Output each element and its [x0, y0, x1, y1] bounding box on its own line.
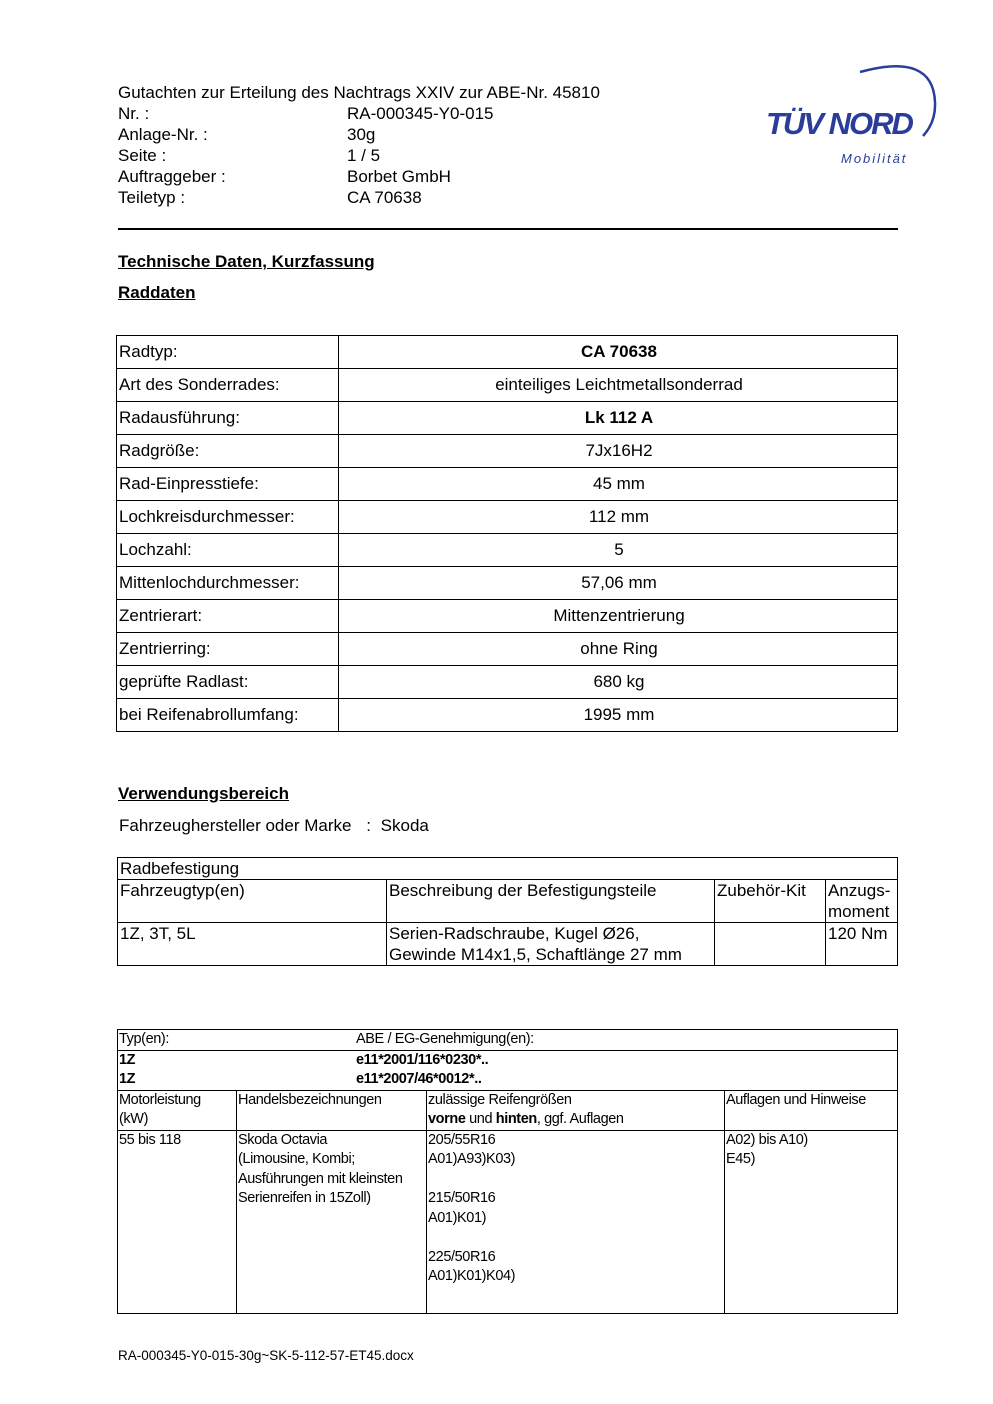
header-label: Teiletyp : [118, 188, 186, 207]
abe-header: ABE / EG-Genehmigung(en): [356, 1031, 534, 1047]
table-row [118, 923, 898, 966]
tyres-rear-label: hinten [495, 1111, 537, 1127]
col-header-power [118, 1090, 237, 1130]
wheel-data-value: 7Jx16H2 [339, 435, 898, 468]
table-row [117, 369, 898, 402]
approval-number: e11*2007/46*0012*.. [356, 1071, 482, 1087]
wheel-data-value: 5 [339, 534, 898, 567]
header-value: RA-000345-Y0-015 [347, 104, 494, 123]
footer-filename: RA-000345-Y0-015-30g~SK-5-112-57-ET45.docx [118, 1348, 414, 1363]
table-row [117, 666, 898, 699]
wheel-data-value: CA 70638 [339, 336, 898, 369]
wheel-data-label: geprüfte Radlast: [117, 666, 339, 699]
mounting-kit [715, 923, 826, 966]
note-line: A02) bis A10) [726, 1131, 808, 1148]
tyre-line [428, 1170, 723, 1190]
tyre-line: A01)K01)K04) [428, 1268, 516, 1284]
trade-line: Serienreifen in 15Zoll) [238, 1190, 371, 1206]
tyres-conditions-label: , ggf. Auflagen [536, 1111, 624, 1127]
header-value: Borbet GmbH [347, 167, 451, 186]
tyre-line: A01)K01) [428, 1209, 487, 1226]
table-row [117, 468, 898, 501]
table-header-row [118, 1030, 898, 1051]
approval-type-row [119, 1070, 896, 1090]
wheel-data-table [116, 335, 898, 732]
table-row [117, 600, 898, 633]
approval-table [117, 1029, 898, 1314]
note-line: E45) [726, 1151, 756, 1167]
col-header-trade: Handelsbezeichnungen [237, 1090, 427, 1130]
type-header: Typ(en): [119, 1031, 169, 1047]
approval-type-row [119, 1051, 896, 1071]
manufacturer-label: Fahrzeughersteller oder Marke [119, 816, 352, 835]
col-header-description: Beschreibung der Befestigungsteile [387, 880, 715, 923]
wheel-data-value: 57,06 mm [339, 567, 898, 600]
table-header-row [118, 880, 898, 923]
wheel-data-value: 1995 mm [339, 699, 898, 732]
col-header-tyres-line2 [428, 1110, 723, 1130]
section-title-technical: Technische Daten, Kurzfassung [118, 252, 375, 271]
header-row-teiletyp [118, 187, 647, 208]
col-header-tyres-line1: zulässige Reifengrößen [428, 1091, 572, 1108]
header-fields [118, 103, 647, 208]
wheel-data-value: ohne Ring [339, 633, 898, 666]
wheel-data-label: Lochzahl: [117, 534, 339, 567]
approval-types-cell [118, 1050, 898, 1090]
tyres-and-label: und [465, 1111, 496, 1127]
col-header-torque-line2: moment [828, 902, 890, 921]
approval-number: e11*2001/116*0230*.. [356, 1051, 489, 1068]
mounting-description-line1: Serien-Radschraube, Kugel Ø26, [389, 924, 640, 943]
tyre-line: 215/50R16 [428, 1190, 496, 1206]
table-row [117, 534, 898, 567]
table-row [117, 336, 898, 369]
section-title-verwendung: Verwendungsbereich [118, 784, 289, 803]
table-row [117, 435, 898, 468]
approval-notes [725, 1130, 898, 1313]
header-label: Anlage-Nr. : [118, 125, 208, 144]
tuv-nord-logo [765, 58, 940, 173]
approval-type-header [119, 1030, 896, 1050]
wheel-data-value: 112 mm [339, 501, 898, 534]
tyre-line: 225/50R16 [428, 1248, 496, 1265]
approval-tyres [427, 1130, 725, 1313]
table-header-row [118, 1090, 898, 1130]
tyres-front-label: vorne [428, 1111, 466, 1127]
table-row [118, 858, 898, 880]
header-value: 30g [347, 125, 376, 144]
wheel-data-label: Rad-Einpresstiefe: [117, 468, 339, 501]
manufacturer-line [119, 816, 429, 836]
tyre-line [428, 1228, 723, 1248]
col-header-torque-line1: Anzugs- [828, 881, 891, 900]
wheel-data-value: Mittenzentrierung [339, 600, 898, 633]
mounting-table [117, 857, 898, 966]
approval-type: 1Z [119, 1071, 136, 1087]
col-header-kit: Zubehör-Kit [715, 880, 826, 923]
col-header-power-line1: Motorleistung [119, 1091, 201, 1108]
table-row [118, 1130, 898, 1313]
header-divider [118, 228, 898, 230]
wheel-data-label: Zentrierart: [117, 600, 339, 633]
header-row-anlage [118, 124, 647, 145]
wheel-data-value: einteiliges Leichtmetallsonderrad [339, 369, 898, 402]
col-header-tyres [427, 1090, 725, 1130]
trade-line: Ausführungen mit kleinsten [238, 1170, 403, 1187]
col-header-types: Fahrzeugtyp(en) [118, 880, 387, 923]
wheel-data-value: Lk 112 A [339, 402, 898, 435]
wheel-data-label: bei Reifenabrollumfang: [117, 699, 339, 732]
mounting-description [387, 923, 715, 966]
manufacturer-value: Skoda [380, 816, 429, 835]
logo-subtitle: Mobilität [841, 151, 908, 166]
tyre-line: 205/55R16 [428, 1131, 496, 1148]
header-row-seite [118, 145, 647, 166]
wheel-data-value: 45 mm [339, 468, 898, 501]
approval-type-header-cell [118, 1030, 898, 1051]
mounting-title: Radbefestigung [118, 858, 898, 880]
approval-power: 55 bis 118 [118, 1130, 237, 1313]
col-header-torque [826, 880, 898, 923]
trade-line: (Limousine, Kombi; [238, 1151, 355, 1167]
header-value: CA 70638 [347, 188, 422, 207]
logo-wordmark: TÜV NORD [766, 106, 912, 141]
header-label: Seite : [118, 146, 167, 165]
mounting-torque: 120 Nm [826, 923, 898, 966]
mounting-description-line2: Gewinde M14x1,5, Schaftlänge 27 mm [389, 945, 682, 964]
tyre-line: A01)A93)K03) [428, 1151, 516, 1167]
table-row [117, 699, 898, 732]
header-value: 1 / 5 [347, 146, 381, 165]
wheel-data-label: Zentrierring: [117, 633, 339, 666]
header-row-auftraggeber [118, 166, 647, 187]
section-subtitle-raddaten: Raddaten [118, 283, 196, 302]
table-row [117, 633, 898, 666]
wheel-data-label: Radausführung: [117, 402, 339, 435]
wheel-data-label: Art des Sonderrades: [117, 369, 339, 402]
wheel-data-label: Radgröße: [117, 435, 339, 468]
approval-trade [237, 1130, 427, 1313]
table-row [118, 1050, 898, 1090]
header-label: Nr. : [118, 104, 150, 123]
wheel-data-label: Radtyp: [117, 336, 339, 369]
approval-type: 1Z [119, 1051, 136, 1068]
header-row-nr [118, 103, 647, 124]
mounting-types: 1Z, 3T, 5L [118, 923, 387, 966]
col-header-notes: Auflagen und Hinweise [725, 1090, 898, 1130]
manufacturer-separator: : [366, 816, 371, 835]
wheel-data-label: Lochkreisdurchmesser: [117, 501, 339, 534]
document-title: Gutachten zur Erteilung des Nachtrags XXIV zur ABE-Nr. 45810 [118, 83, 600, 102]
wheel-data-label: Mittenlochdurchmesser: [117, 567, 339, 600]
wheel-data-value: 680 kg [339, 666, 898, 699]
table-row [117, 402, 898, 435]
header-label: Auftraggeber : [118, 167, 226, 186]
table-row [117, 501, 898, 534]
col-header-power-line2: (kW) [119, 1111, 148, 1127]
trade-line: Skoda Octavia [238, 1131, 328, 1148]
table-row [117, 567, 898, 600]
